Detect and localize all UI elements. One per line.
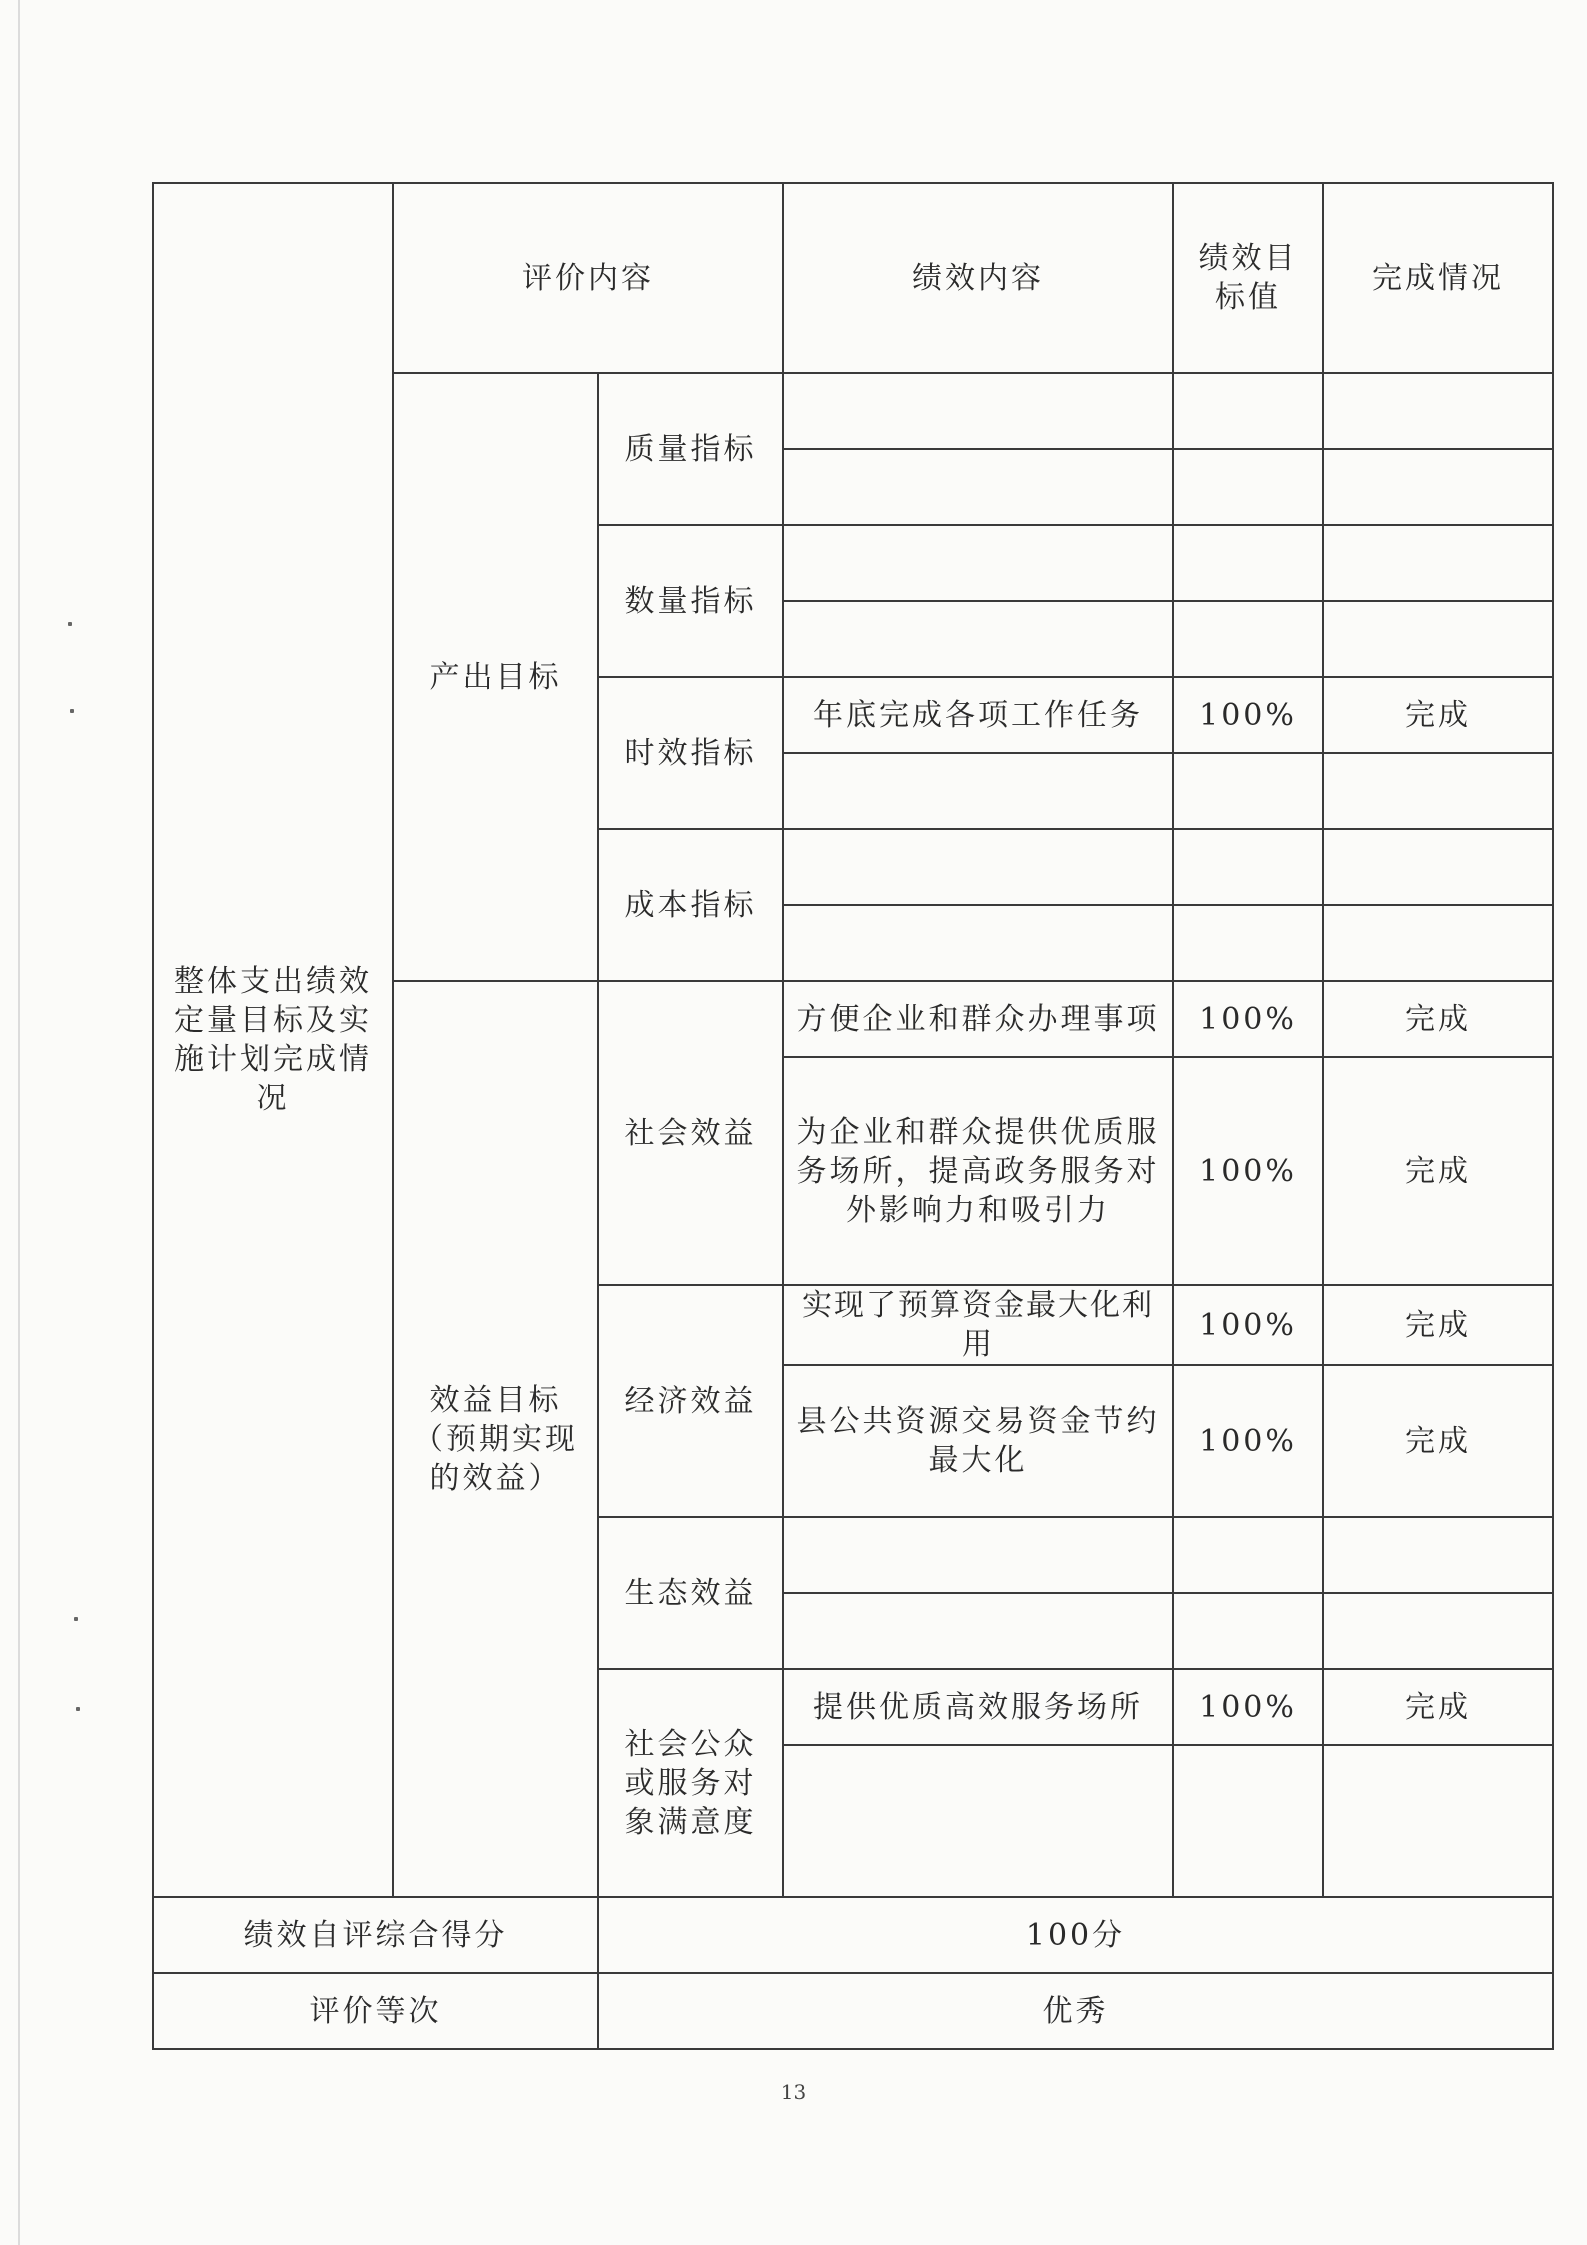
completion-status-cell: 完成 [1323,1365,1553,1517]
header-completion: 完成情况 [1323,183,1553,373]
empty-cell [1323,905,1553,981]
page-number: 13 [780,2080,807,2104]
timeliness-indicator-label: 时效指标 [598,677,783,829]
header-perf-content: 绩效内容 [783,183,1173,373]
performance-table [152,182,1554,2050]
empty-cell [1323,449,1553,525]
scan-speck [68,622,72,626]
benefit-target-label: 效益目标（预期实现的效益） [393,981,598,1897]
completion-status-cell: 完成 [1323,1057,1553,1285]
target-value-cell: 100% [1173,1285,1323,1365]
empty-cell [1173,373,1323,449]
empty-cell [783,525,1173,601]
grade-label: 评价等次 [153,1973,598,2049]
completion-status-cell: 完成 [1323,677,1553,753]
target-value-cell: 100% [1173,1669,1323,1745]
empty-cell [1173,1745,1323,1897]
empty-cell [1323,1593,1553,1669]
score-value: 100分 [598,1897,1553,1973]
social-benefit-label: 社会效益 [598,981,783,1285]
perf-content-cell: 为企业和群众提供优质服务场所，提高政务服务对外影响力和吸引力 [783,1057,1173,1285]
empty-cell [783,1517,1173,1593]
main-section-label: 整体支出绩效定量目标及实施计划完成情况 [153,183,393,1897]
scan-speck [74,1617,78,1621]
empty-cell [783,905,1173,981]
satisfaction-label: 社会公众或服务对象满意度 [598,1669,783,1897]
empty-cell [1173,449,1323,525]
empty-cell [1173,1593,1323,1669]
scan-speck [76,1707,80,1711]
grade-value: 优秀 [598,1973,1553,2049]
economic-benefit-label: 经济效益 [598,1285,783,1517]
empty-cell [1323,1517,1553,1593]
output-target-label: 产出目标 [393,373,598,981]
perf-content-cell: 实现了预算资金最大化利用 [783,1285,1173,1365]
empty-cell [1323,373,1553,449]
perf-content-cell: 方便企业和群众办理事项 [783,981,1173,1057]
empty-cell [1173,601,1323,677]
score-label: 绩效自评综合得分 [153,1897,598,1973]
empty-cell [1323,525,1553,601]
completion-status-cell: 完成 [1323,1285,1553,1365]
empty-cell [783,601,1173,677]
target-value-cell: 100% [1173,981,1323,1057]
ecological-benefit-label: 生态效益 [598,1517,783,1669]
scan-speck [70,709,74,713]
table-header-row [153,183,1553,373]
completion-status-cell: 完成 [1323,981,1553,1057]
empty-cell [1323,1745,1553,1897]
empty-cell [783,753,1173,829]
empty-cell [1173,525,1323,601]
empty-cell [783,829,1173,905]
empty-cell [783,1593,1173,1669]
empty-cell [783,1745,1173,1897]
empty-cell [1323,829,1553,905]
perf-content-cell: 提供优质高效服务场所 [783,1669,1173,1745]
score-row [153,1897,1553,1973]
completion-status-cell: 完成 [1323,1669,1553,1745]
target-value-cell: 100% [1173,1365,1323,1517]
target-value-cell: 100% [1173,677,1323,753]
empty-cell [783,373,1173,449]
empty-cell [1173,905,1323,981]
empty-cell [1173,829,1323,905]
quality-indicator-label: 质量指标 [598,373,783,525]
quantity-indicator-label: 数量指标 [598,525,783,677]
empty-cell [1323,753,1553,829]
target-value-cell: 100% [1173,1057,1323,1285]
empty-cell [1323,601,1553,677]
perf-content-cell: 年底完成各项工作任务 [783,677,1173,753]
empty-cell [1173,1517,1323,1593]
cost-indicator-label: 成本指标 [598,829,783,981]
perf-content-cell: 县公共资源交易资金节约最大化 [783,1365,1173,1517]
header-target-value: 绩效目标值 [1173,183,1323,373]
scan-edge-line [18,0,20,2245]
grade-row [153,1973,1553,2049]
header-eval-content: 评价内容 [393,183,783,373]
empty-cell [1173,753,1323,829]
empty-cell [783,449,1173,525]
